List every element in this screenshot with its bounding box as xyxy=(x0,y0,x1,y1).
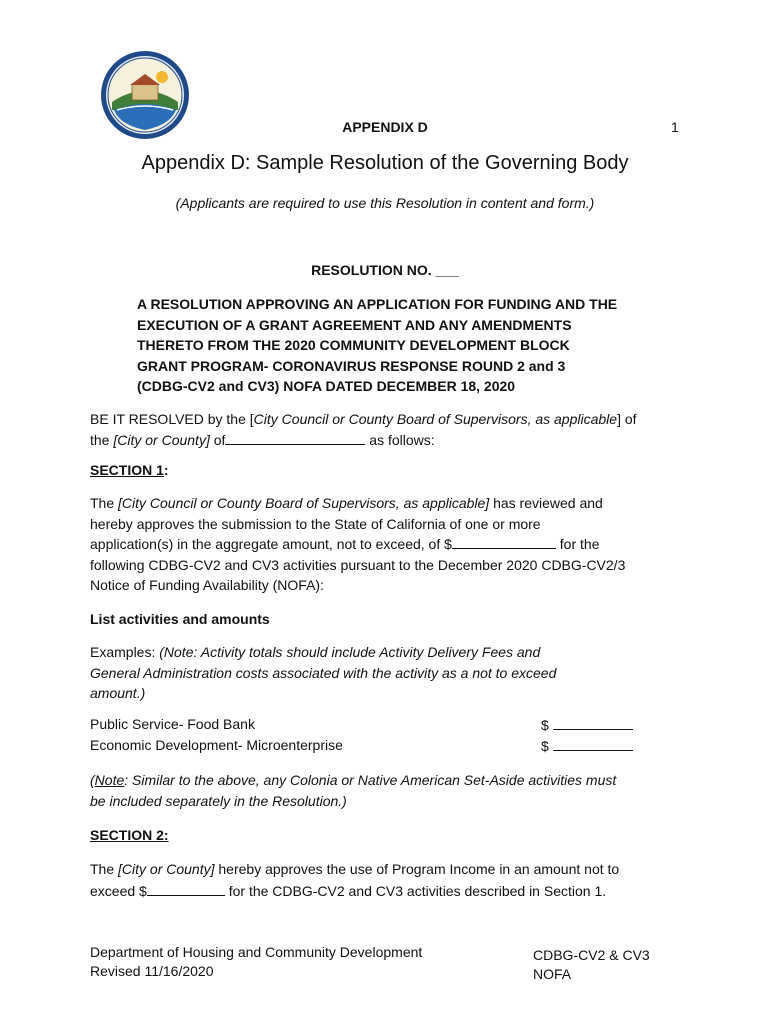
resolved-paragraph: BE IT RESOLVED by the [City Council or County Board of Supervisors, as applicable] of the [City or County] of as follows: xyxy=(90,411,637,448)
footer-left xyxy=(90,943,422,981)
activity-name: Economic Development- Microenterprise xyxy=(90,737,343,753)
activity-name: Public Service- Food Bank xyxy=(90,716,255,732)
resolution-title-line: (CDBG-CV2 and CV3) NOFA DATED DECEMBER 18, 2020 xyxy=(137,378,516,394)
program-income-blank[interactable] xyxy=(147,882,225,896)
colonia-note: (Note: Similar to the above, any Colonia or Native American Set-Aside activities must be included separately in the Resolution.) xyxy=(90,772,617,809)
appendix-header: APPENDIX D xyxy=(342,119,428,135)
footer-program-nofa: NOFA xyxy=(533,966,572,982)
page-title: Appendix D: Sample Resolution of the Governing Body xyxy=(141,152,629,174)
resolution-title-line: A RESOLUTION APPROVING AN APPLICATION FOR FUNDING AND THE xyxy=(137,296,618,312)
resolution-number: RESOLUTION NO. ___ xyxy=(311,262,459,278)
section-2-heading: SECTION 2: xyxy=(90,827,169,843)
activity-row: Economic Development- Microenterprise $ xyxy=(90,737,640,758)
section-1-paragraph: The [City Council or County Board of Supervisors, as applicable] has reviewed and hereby approves the submission to the State of California of one or more application(s) in the aggregate amount, not to exceed, of $ for the following CDBG-CV2 and CV3 activities pursuant to the December 2020 CDBG-CV2/3 Notice of Funding Availability (NOFA): xyxy=(90,495,626,593)
resolution-title-line: THERETO FROM THE 2020 COMMUNITY DEVELOPMENT BLOCK xyxy=(137,337,570,353)
resolution-title-line: EXECUTION OF A GRANT AGREEMENT AND ANY AMENDMENTS xyxy=(137,316,572,333)
resolution-title-line: GRANT PROGRAM- CORONAVIRUS RESPONSE ROUND 2 and 3 xyxy=(137,357,566,374)
jurisdiction-blank[interactable] xyxy=(225,431,365,445)
activity-amount-blank[interactable] xyxy=(553,737,633,751)
section-2-paragraph: The [City or County] hereby approves the use of Program Income in an amount not to exceed $ for the CDBG-CV2 and CV3 activities described in Section 1. xyxy=(90,861,620,899)
page-number: 1 xyxy=(671,119,679,135)
activity-row: Public Service- Food Bank $ xyxy=(90,716,640,737)
section-1-heading: SECTION 1: xyxy=(90,462,169,478)
footer-department: Department of Housing and Community Development xyxy=(90,944,423,960)
activity-amount-blank[interactable] xyxy=(553,716,633,730)
footer-revised-date: Revised 11/16/2020 xyxy=(90,963,214,979)
list-activities-heading: List activities and amounts xyxy=(90,611,270,627)
page-subtitle: (Applicants are required to use this Resolution in content and form.) xyxy=(175,195,595,211)
examples-paragraph: Examples: (Note: Activity totals should include Activity Delivery Fees and General Administration costs associated with the activity as a not to exceed amount.) xyxy=(90,644,557,701)
footer-right xyxy=(533,946,650,984)
footer-program: CDBG-CV2 & CV3 xyxy=(533,947,650,963)
resolution-title xyxy=(137,294,677,397)
aggregate-amount-blank[interactable] xyxy=(452,535,556,549)
